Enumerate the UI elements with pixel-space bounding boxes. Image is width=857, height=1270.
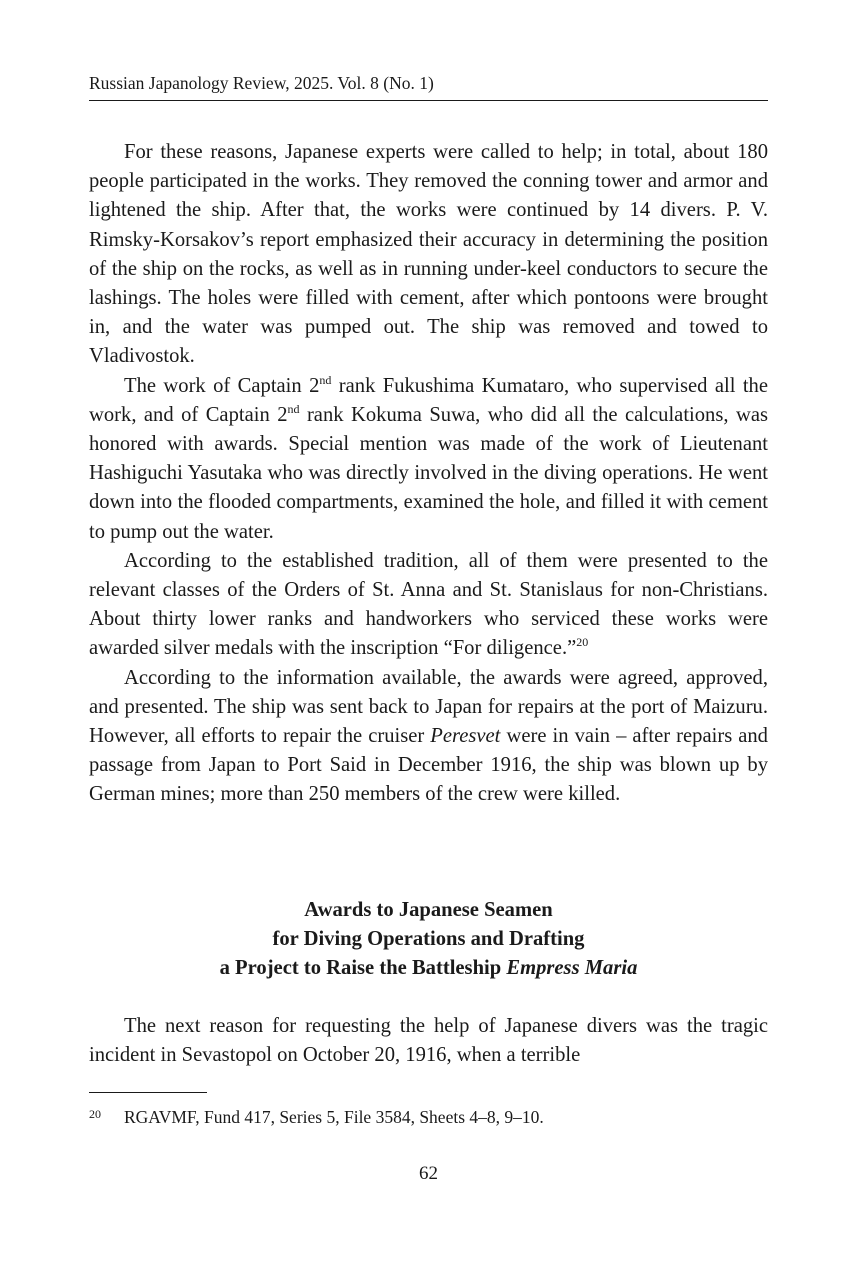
footnote-rule bbox=[89, 1092, 207, 1093]
page-number: 62 bbox=[419, 1163, 438, 1184]
paragraph-2-part-c: rank Kokuma Suwa, who did all the calculations, was honored with awards. Special mention was made of the work of Lieutenant Hashiguchi Yasutaka who was directly involved in the diving operations. He went down into the flooded compartments, examined the hole, and filled it with cement to pump out the water. bbox=[89, 403, 768, 543]
running-header: Russian Japanology Review, 2025. Vol. 8 (No. 1) bbox=[89, 73, 434, 93]
ship-name-empress-maria: Empress Maria bbox=[506, 957, 638, 980]
paragraph-2-part-b: rank Fukushima Kumataro, who supervised all the work, and of Captain 2 bbox=[89, 374, 768, 426]
paragraph-2 bbox=[89, 372, 768, 547]
section-heading-line-2: for Diving Operations and Drafting bbox=[272, 928, 585, 951]
footnote-reference[interactable]: 20 bbox=[576, 635, 589, 650]
paragraph-1: For these reasons, Japanese experts were called to help; in total, about 180 people participated in the works. They removed the conning tower and armor and lightened the ship. After that, the works were continued by 14 divers. P. V. Rimsky-Korsakov’s report emphasized their accuracy in determining the position of the ship on the rocks, as well as in running under-keel conductors to secure the lashings. The holes were filled with cement, after which pontoons were brought in, and the water was pumped out. The ship was removed and towed to Vladivostok. bbox=[89, 141, 768, 368]
footnote bbox=[89, 1103, 768, 1129]
paragraph-4-part-a: According to the information available, the awards were agreed, approved, and presented. The ship was sent back to Japan for repairs at the port of Maizuru. However, all efforts to repair the cruiser bbox=[89, 666, 768, 748]
section-heading bbox=[89, 896, 768, 984]
paragraph-3-text: According to the established tradition, all of them were presented to the relevant classes of the Orders of St. Anna and St. Stanislaus for non-Christians. About thirty lower ranks and handworkers who serviced these works were awarded silver medals with the inscription “For diligence.” bbox=[89, 549, 768, 660]
ship-name-peresvet: Peresvet bbox=[430, 725, 501, 748]
main-text bbox=[89, 138, 768, 810]
footnote-text: RGAVMF, Fund 417, Series 5, File 3584, Sheets 4–8, 9–10. bbox=[124, 1107, 544, 1127]
paragraph-4-part-b: were in vain – after repairs and passage from Japan to Port Said in December 1916, the ship was blown up by German mines; more than 250 members of the crew were killed. bbox=[89, 725, 768, 806]
paragraph-5: The next reason for requesting the help of Japanese divers was the tragic incident in Sevastopol on October 20, 1916, when a terrible bbox=[89, 1015, 768, 1067]
final-text bbox=[89, 1012, 768, 1070]
paragraph-4 bbox=[89, 664, 768, 810]
paragraph-2-part-a: The work of Captain 2 bbox=[124, 374, 320, 397]
header-rule bbox=[89, 100, 768, 101]
section-heading-line-1: Awards to Japanese Seamen bbox=[304, 899, 553, 921]
footnote-number: 20 bbox=[89, 1107, 101, 1121]
section-heading-line-3 bbox=[89, 954, 768, 983]
ordinal-superscript: nd bbox=[319, 372, 332, 387]
section-heading-line-3-prefix: a Project to Raise the Battleship bbox=[219, 957, 507, 980]
ordinal-superscript: nd bbox=[287, 401, 300, 416]
paragraph-3 bbox=[89, 547, 768, 664]
